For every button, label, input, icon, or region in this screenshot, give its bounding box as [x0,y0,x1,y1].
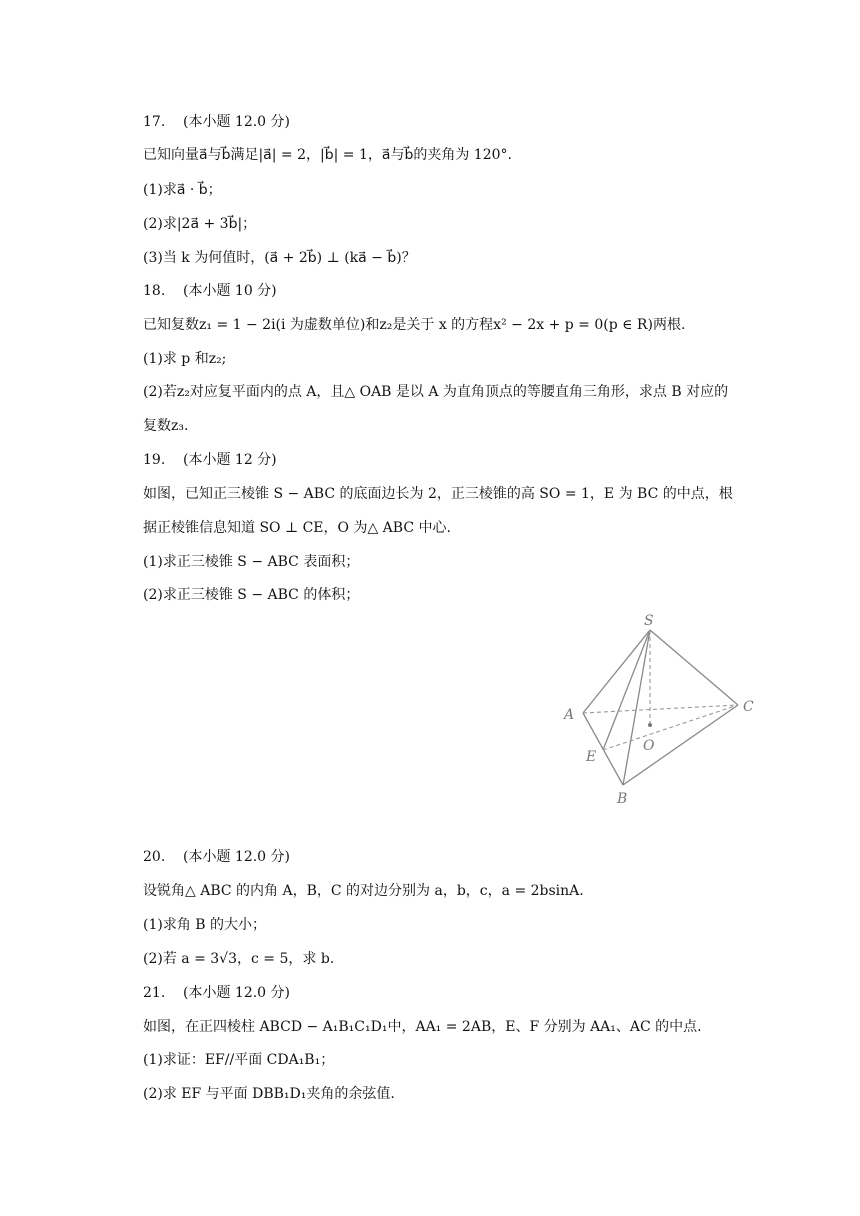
question-number: 19. [143,452,166,468]
question-20-line-1: 设锐角△ ABC 的内角 A，B，C 的对边分别为 a，b，c，a = 2bsinA. [143,883,584,899]
question-score: (本小题 10 分) [183,283,277,299]
question-score: (本小题 12.0 分) [183,849,290,865]
label-C: C [743,699,754,715]
edge-EC-hidden [603,705,738,750]
question-number: 18. [143,283,166,299]
question-score: (本小题 12.0 分) [183,114,290,130]
question-number: 21. [143,985,166,1001]
question-19-line-1: 如图，已知正三棱锥 S − ABC 的底面边长为 2，正三棱锥的高 SO = 1，E 为 BC 的中点，根 [143,486,733,502]
question-19-line-2: 据正棱锥信息知道 SO ⊥ CE，O 为△ ABC 中心. [143,520,451,536]
question-18-header [143,281,277,301]
label-B: B [617,791,628,807]
question-21-line-2: (1)求证：EF//平面 CDA₁B₁； [143,1052,335,1068]
center-point-O [648,723,652,727]
edge-SC [650,630,738,705]
question-19-line-4: (2)求正三棱锥 S − ABC 的体积； [143,587,360,603]
label-E: E [586,749,597,765]
edge-SB [623,630,650,785]
question-17-line-3: (2)求|2a⃗ + 3b⃗|； [143,216,257,232]
label-S: S [644,613,654,629]
pyramid-diagram [555,605,770,810]
question-number: 17. [143,114,166,130]
question-19-header [143,450,277,470]
pyramid-figure [555,605,770,810]
edge-AC-hidden [583,705,738,713]
question-number: 20. [143,849,166,865]
edge-BC [623,705,738,785]
question-score: (本小题 12 分) [183,452,277,468]
edge-SE [603,630,650,750]
question-21-header [143,983,290,1003]
question-20-line-3: (2)若 a = 3√3，c = 5，求 b. [143,951,335,967]
question-18-line-3: (2)若z₂对应复平面内的点 A，且△ OAB 是以 A 为直角顶点的等腰直角三角形，求点 B 对应的 [143,384,729,400]
question-17-line-4: (3)当 k 为何值时，(a⃗ + 2b⃗) ⊥ (ka⃗ − b⃗)？ [143,250,416,266]
label-A: A [564,707,575,723]
question-18-line-4: 复数z₃. [143,418,189,434]
question-20-header [143,847,290,867]
label-O: O [643,738,655,754]
question-18-line-2: (1)求 p 和z₂; [143,351,227,367]
question-20-line-2: (1)求角 B 的大小； [143,917,267,933]
question-17-line-1: 已知向量a⃗与b⃗满足|a⃗| = 2，|b⃗| = 1，a⃗与b⃗的夹角为 120°. [143,147,512,163]
edge-SA [583,630,650,713]
question-21-line-3: (2)求 EF 与平面 DBB₁D₁夹角的余弦值. [143,1086,395,1102]
question-19-line-3: (1)求正三棱锥 S − ABC 表面积； [143,554,360,570]
question-score: (本小题 12.0 分) [183,985,290,1001]
question-17-header [143,112,290,132]
question-17-line-2: (1)求a⃗ · b⃗； [143,182,222,198]
question-18-line-1: 已知复数z₁ = 1 − 2i(i 为虚数单位)和z₂是关于 x 的方程x² − 2x + p = 0(p ∈ R)两根. [143,317,686,333]
question-21-line-1: 如图，在正四棱柱 ABCD − A₁B₁C₁D₁中，AA₁ = 2AB，E、F 分别为 AA₁、AC 的中点. [143,1019,702,1035]
